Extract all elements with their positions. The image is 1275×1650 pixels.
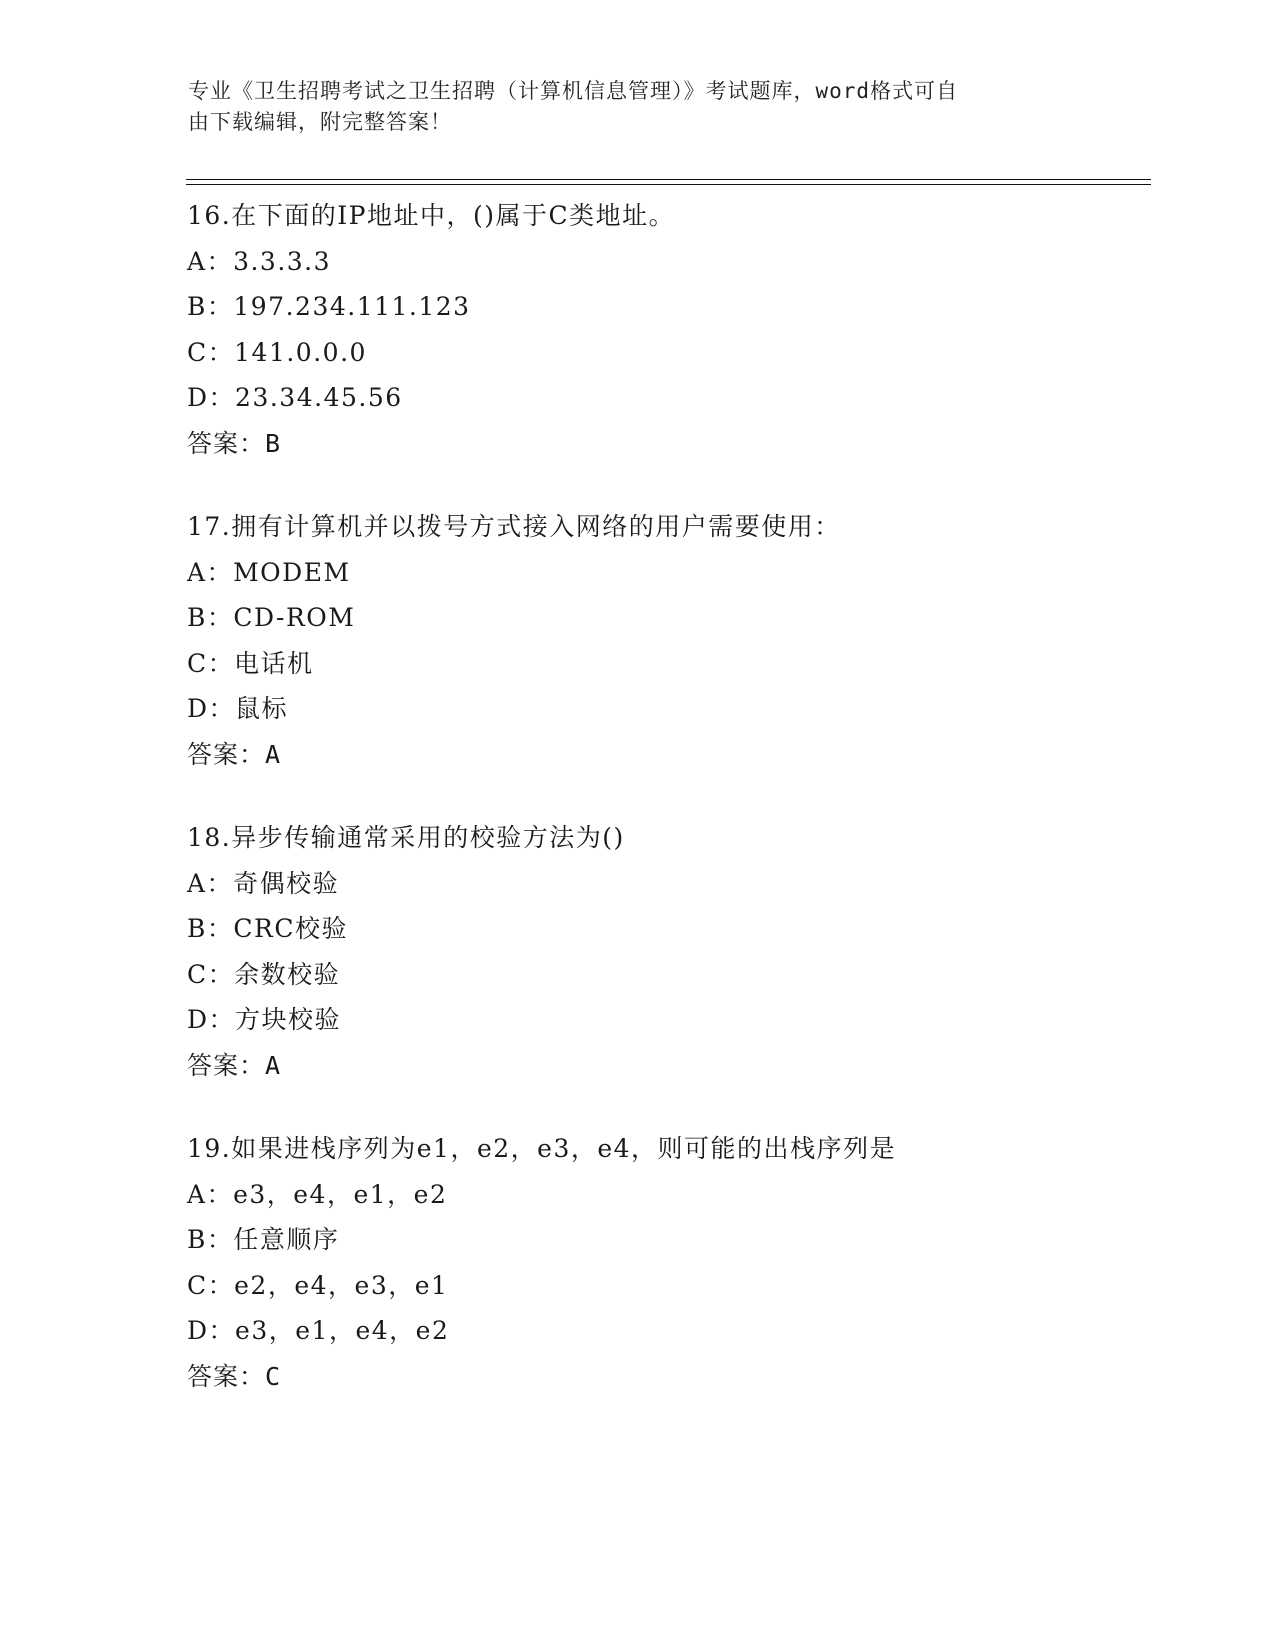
option-text: 3.3.3.3 <box>233 246 332 276</box>
answer-line: 答案：B <box>187 428 282 458</box>
option-a <box>187 1172 1147 1218</box>
option-letter: C： <box>187 1270 235 1300</box>
option-letter: B： <box>187 603 234 632</box>
option-text: 方块校验 <box>235 1005 342 1034</box>
option-c <box>187 330 1147 376</box>
option-letter: A： <box>187 1179 234 1209</box>
option-c <box>187 641 1147 687</box>
option-text: 23.34.45.56 <box>235 383 403 412</box>
option-text: CRC校验 <box>233 914 348 943</box>
option-letter: A： <box>187 246 234 276</box>
option-text: 余数校验 <box>234 959 341 989</box>
option-d <box>187 1308 1147 1354</box>
option-text: e3，e4，e1，e2 <box>233 1179 448 1209</box>
question-stem: 19.如果进栈序列为e1，e2，e3，e4，则可能的出栈序列是 <box>187 1134 897 1163</box>
option-d <box>187 686 1147 732</box>
question-stem: 16.在下面的IP地址中，()属于C类地址。 <box>187 201 676 230</box>
answer-line: 答案：A <box>187 739 282 769</box>
option-letter: D： <box>187 1316 236 1345</box>
option-text: 141.0.0.0 <box>234 337 367 367</box>
option-letter: C： <box>187 648 235 678</box>
option-letter: D： <box>187 694 236 723</box>
answer-line: 答案：A <box>187 1050 282 1080</box>
option-text: 197.234.111.123 <box>233 292 471 321</box>
option-letter: A： <box>187 557 234 587</box>
option-letter: B： <box>187 914 234 943</box>
option-d <box>187 997 1147 1043</box>
question-19 <box>187 1126 1147 1399</box>
answer-line: 答案：C <box>187 1361 282 1391</box>
option-text: e3，e1，e4，e2 <box>235 1316 450 1345</box>
option-b <box>187 1217 1147 1263</box>
option-c <box>187 952 1147 998</box>
question-stem: 18.异步传输通常采用的校验方法为() <box>187 823 625 852</box>
option-letter: C： <box>187 959 235 989</box>
option-letter: C： <box>187 337 235 367</box>
question-stem: 17.拥有计算机并以拨号方式接入网络的用户需要使用： <box>187 512 841 541</box>
option-a <box>187 550 1147 596</box>
option-text: 电话机 <box>234 648 314 678</box>
header-line-1: 专业《卫生招聘考试之卫生招聘（计算机信息管理）》考试题库，word格式可自 <box>188 79 959 103</box>
question-list <box>187 193 1147 1437</box>
header-divider-top <box>186 179 1151 180</box>
document-header <box>188 76 1068 138</box>
option-text: 鼠标 <box>235 694 289 723</box>
option-text: 奇偶校验 <box>233 868 340 898</box>
option-letter: B： <box>187 1225 234 1254</box>
option-a <box>187 861 1147 907</box>
option-letter: D： <box>187 1005 236 1034</box>
option-text: CD-ROM <box>233 603 356 632</box>
option-c <box>187 1263 1147 1309</box>
option-d <box>187 375 1147 421</box>
question-16 <box>187 193 1147 466</box>
option-letter: A： <box>187 868 234 898</box>
option-a <box>187 239 1147 285</box>
option-text: MODEM <box>233 557 351 587</box>
header-divider-bottom <box>186 184 1151 185</box>
option-letter: D： <box>187 383 236 412</box>
question-17 <box>187 504 1147 777</box>
option-text: 任意顺序 <box>233 1225 340 1254</box>
question-18 <box>187 815 1147 1088</box>
option-text: e2，e4，e3，e1 <box>234 1270 449 1300</box>
option-letter: B： <box>187 292 234 321</box>
option-b <box>187 284 1147 330</box>
header-line-2: 由下载编辑，附完整答案！ <box>188 110 452 134</box>
option-b <box>187 595 1147 641</box>
option-b <box>187 906 1147 952</box>
